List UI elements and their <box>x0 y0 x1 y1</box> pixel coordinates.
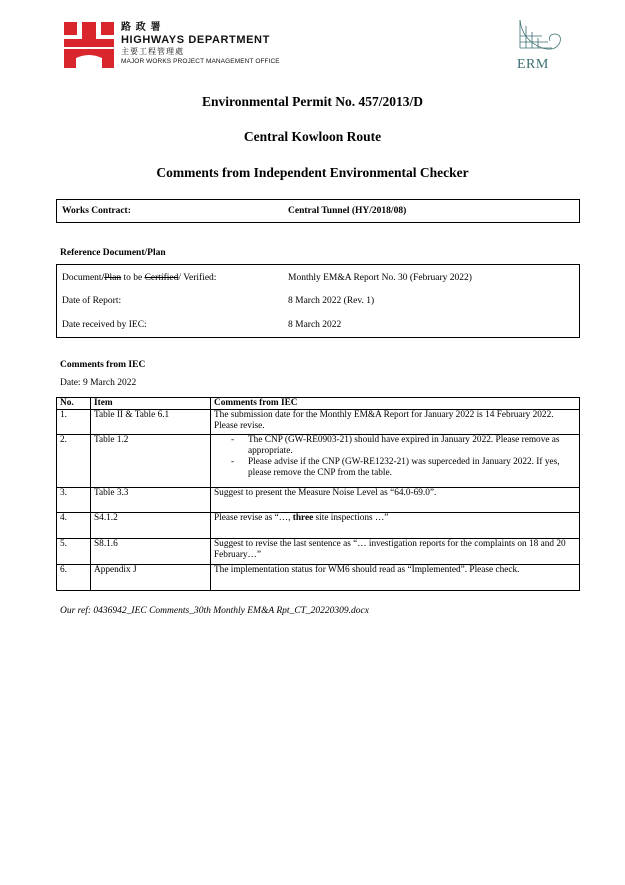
date-of-report-value: 8 March 2022 (Rev. 1) <box>288 296 375 306</box>
row-comment: Suggest to revise the last sentence as “… investigation reports for the complaints on 18 and 20 February…” <box>211 539 580 565</box>
subject-title: Comments from Independent Environmental Checker <box>156 165 469 180</box>
document-label-strike-certified: Certified <box>144 273 179 283</box>
row-number: 1. <box>57 410 91 435</box>
department-name-block <box>121 22 280 66</box>
row-number: 2. <box>57 435 91 488</box>
column-header-no: No. <box>57 398 91 410</box>
comment-text: Please revise as “…, <box>214 513 293 523</box>
comment-bullet-list <box>214 435 576 479</box>
date-of-report-label: Date of Report: <box>62 296 122 306</box>
table-row <box>57 565 580 591</box>
office-english-name: MAJOR WORKS PROJECT MANAGEMENT OFFICE <box>121 58 280 65</box>
table-header-row <box>57 398 580 410</box>
works-contract-label: Works Contract: <box>62 206 131 216</box>
document-label-strike-plan: Plan <box>104 273 122 283</box>
works-contract-box <box>56 199 580 223</box>
row-comment <box>211 513 580 539</box>
reference-box <box>56 264 580 338</box>
table-row <box>57 488 580 513</box>
column-header-item: Item <box>91 398 211 410</box>
row-number: 3. <box>57 488 91 513</box>
list-item: - Please advise if the CNP (GW-RE1232-21) was superceded in January 2022. If yes, please remove the CNP from the table. <box>248 457 576 479</box>
row-item: Table 3.3 <box>91 488 211 513</box>
permit-title: Environmental Permit No. 457/2013/D <box>202 94 423 109</box>
works-contract-value: Central Tunnel (HY/2018/08) <box>288 206 407 216</box>
table-row <box>57 410 580 435</box>
document-label-part: to be <box>121 273 145 283</box>
row-item: Table II & Table 6.1 <box>91 410 211 435</box>
row-number: 4. <box>57 513 91 539</box>
department-chinese-name: 路 政 署 <box>121 22 162 33</box>
reference-heading: Reference Document/Plan <box>60 248 166 258</box>
column-header-comments: Comments from IEC <box>211 398 580 410</box>
document-label-part: Document <box>62 273 102 283</box>
row-item: S8.1.6 <box>91 539 211 565</box>
document-value: Monthly EM&A Report No. 30 (February 2022) <box>288 273 472 283</box>
department-english-name: HIGHWAYS DEPARTMENT <box>121 34 270 46</box>
row-comment: The submission date for the Monthly EM&A Report for January 2022 is 14 February 2022. Please revise. <box>211 410 580 435</box>
list-item: - The CNP (GW-RE0903-21) should have expired in January 2022. Please remove as appropriate. <box>248 435 576 457</box>
row-number: 5. <box>57 539 91 565</box>
office-chinese-name: 主要工程管理處 <box>121 47 184 56</box>
footer-reference: Our ref: 0436942_IEC Comments_30th Monthly EM&A Rpt_CT_20220309.docx <box>60 606 369 616</box>
highways-department-logo <box>64 22 114 68</box>
date-received-value: 8 March 2022 <box>288 320 342 330</box>
document-label <box>62 273 216 283</box>
row-comment <box>211 435 580 488</box>
comments-date: Date: 9 March 2022 <box>60 378 137 388</box>
comment-text: site inspections …” <box>313 513 389 523</box>
table-row <box>57 539 580 565</box>
document-label-slash: / <box>101 273 105 283</box>
comments-table <box>56 397 580 591</box>
comment-emphasis: three <box>292 513 314 523</box>
project-title: Central Kowloon Route <box>243 129 382 144</box>
document-label-part: / Verified: <box>178 273 217 283</box>
row-item: S4.1.2 <box>91 513 211 539</box>
row-comment: The implementation status for WM6 should read as “Implemented”. Please check. <box>211 565 580 591</box>
row-number: 6. <box>57 565 91 591</box>
date-received-label: Date received by IEC: <box>62 320 147 330</box>
erm-logo-text: ERM <box>517 57 549 72</box>
row-item: Table 1.2 <box>91 435 211 488</box>
table-row <box>57 513 580 539</box>
row-item: Appendix J <box>91 565 211 591</box>
comments-heading: Comments from IEC <box>60 360 146 370</box>
row-comment: Suggest to present the Measure Noise Level as “64.0-69.0”. <box>211 488 580 513</box>
table-row <box>57 435 580 488</box>
